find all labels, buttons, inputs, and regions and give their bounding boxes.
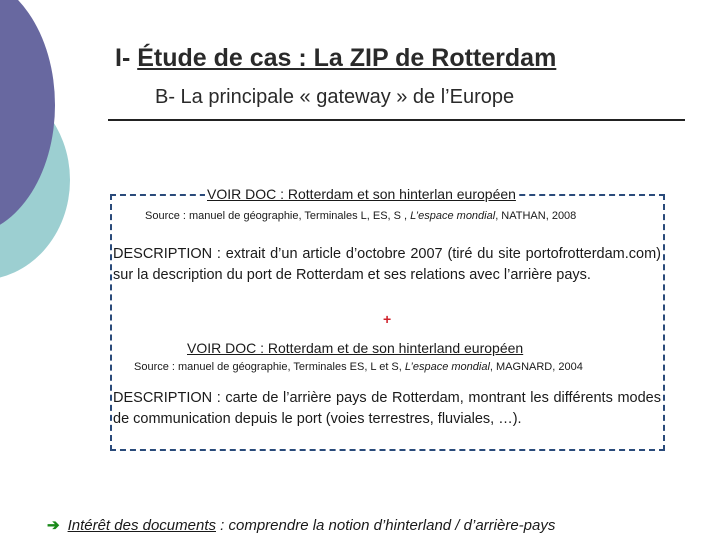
doc1-source-title: L’espace mondial xyxy=(410,210,496,222)
documents-interest xyxy=(47,516,555,534)
title-divider xyxy=(108,119,685,121)
interest-text: : comprendre la notion d’hinterland / d’arrière-pays xyxy=(216,517,556,534)
doc1-reference: VOIR DOC : Rotterdam et son hinterlan européen xyxy=(207,186,516,202)
title-prefix: I- xyxy=(115,44,138,72)
title-main: Étude de cas : La ZIP de Rotterdam xyxy=(137,44,557,72)
interest-label: Intérêt des documents xyxy=(67,517,216,534)
slide-title xyxy=(115,44,556,73)
doc1-source-prefix: Source : manuel de géographie, Terminales L, ES, S , xyxy=(145,210,411,222)
plus-sign: + xyxy=(383,311,392,327)
doc1-description: DESCRIPTION : extrait d’un article d’octobre 2007 (tiré du site portofrotterdam.com) sur la description du port de Rotterdam et ses relations avec l’arrière pays. xyxy=(113,246,661,283)
doc1-source-suffix: , NATHAN, 2008 xyxy=(495,210,577,222)
doc2-source xyxy=(134,361,583,373)
doc2-source-suffix: , MAGNARD, 2004 xyxy=(489,361,583,373)
doc2-source-title: L’espace mondial xyxy=(404,361,490,373)
doc2-source-prefix: Source : manuel de géographie, Terminales ES, L et S, xyxy=(134,361,405,373)
doc2-description: DESCRIPTION : carte de l’arrière pays de Rotterdam, montrant les différents modes de communication depuis le port (voies terrestres, fluviales, …). xyxy=(113,390,661,427)
arrow-right-icon: ➔ xyxy=(47,517,60,534)
doc2-reference: VOIR DOC : Rotterdam et de son hinterland européen xyxy=(187,340,524,356)
doc1-source xyxy=(145,210,576,222)
slide-subtitle: B- La principale « gateway » de l’Europe xyxy=(155,86,515,108)
